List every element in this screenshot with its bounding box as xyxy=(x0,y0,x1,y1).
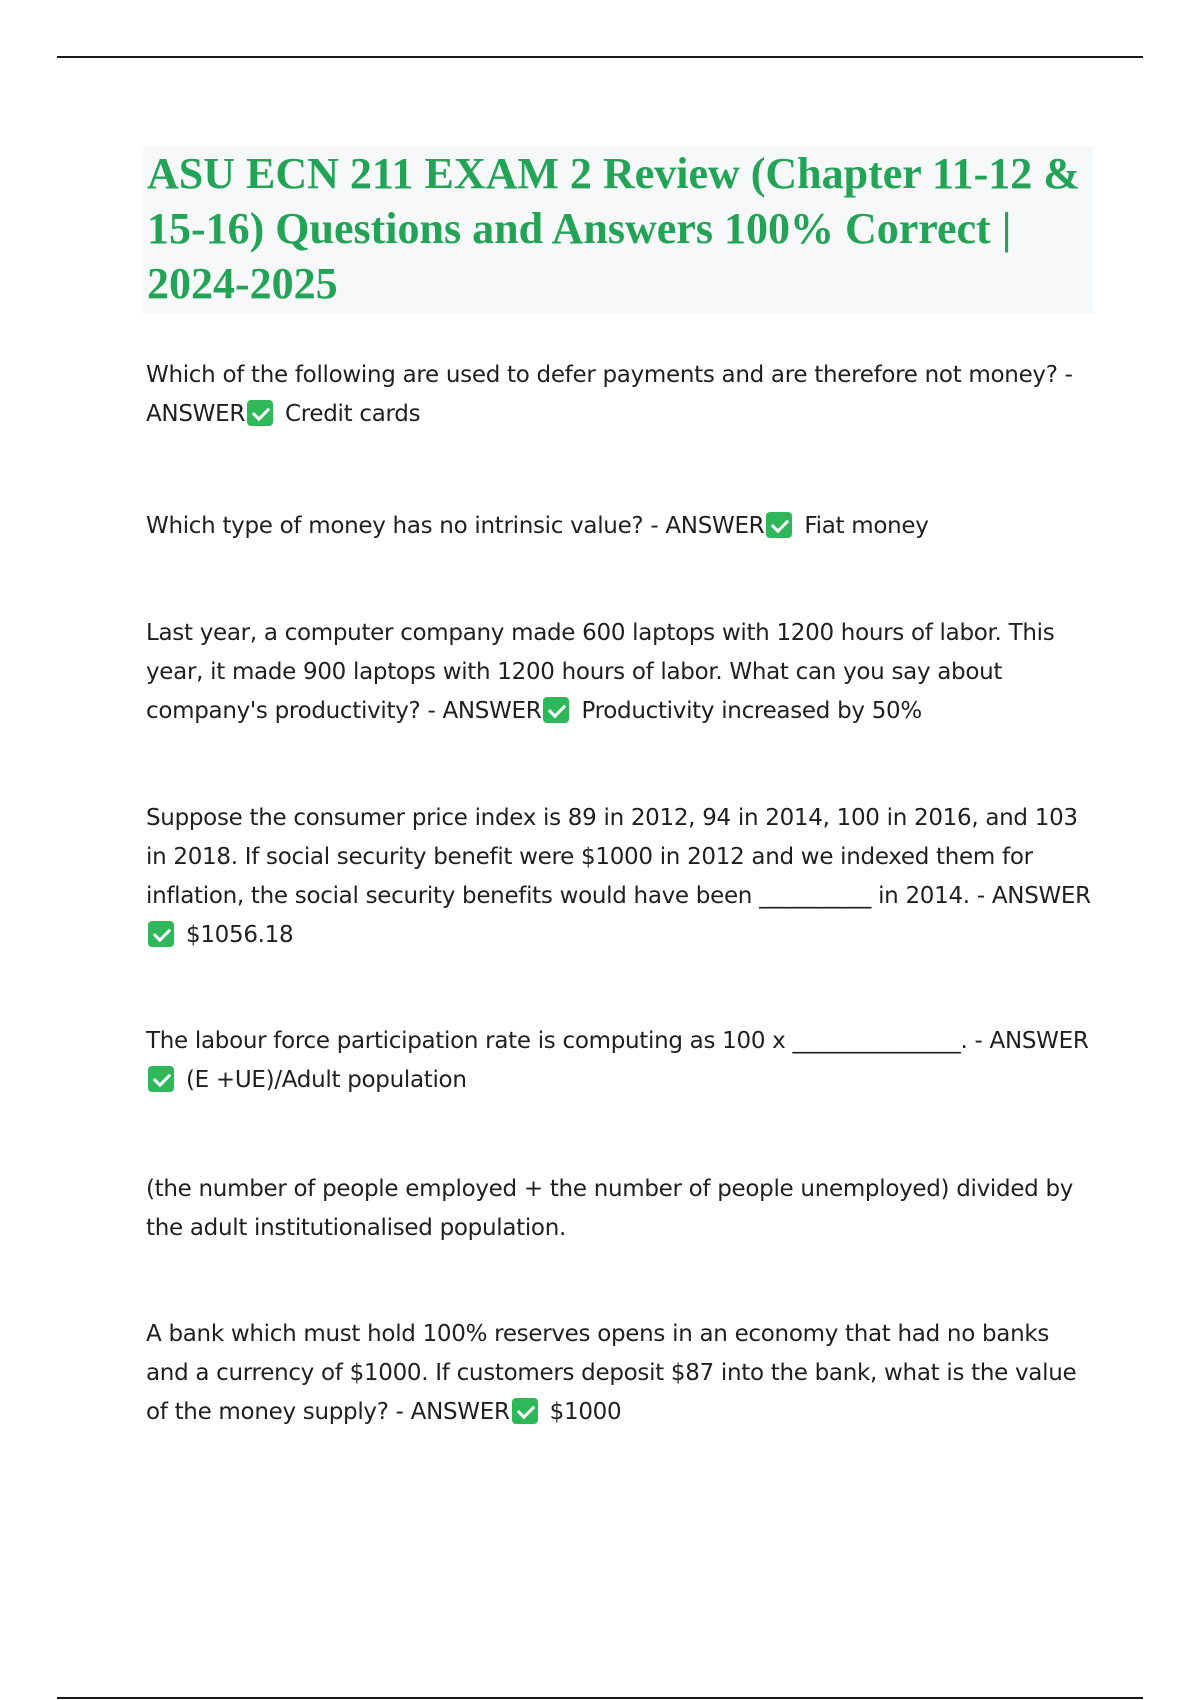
question-text: The labour force participation rate is computing as 100 x _______________. xyxy=(146,1028,968,1054)
qa-item-5 xyxy=(146,1022,1096,1100)
bottom-divider xyxy=(57,1697,1143,1699)
document-title: ASU ECN 211 EXAM 2 Review (Chapter 11-12 & 15-16) Questions and Answers 100% Correct | 2024-2025 xyxy=(147,149,1080,308)
answer-text: Productivity increased by 50% xyxy=(581,698,922,724)
qa-item-4 xyxy=(146,799,1096,955)
note-text: (the number of people employed + the number of people unemployed) divided by the adult institutionalised population. xyxy=(146,1176,1074,1241)
top-divider xyxy=(57,56,1143,58)
question-text: Suppose the consumer price index is 89 in 2012, 94 in 2014, 100 in 2016, and 103 in 2018. If social security benefit were $1000 in 2012 and we indexed them for inflation, the social security benefits would have been __________ in 2014. xyxy=(146,805,1078,909)
check-mark-icon xyxy=(512,1398,538,1424)
qa-item-6 xyxy=(146,1315,1096,1432)
answer-text: Credit cards xyxy=(285,401,421,427)
question-text: A bank which must hold 100% reserves opens in an economy that had no banks and a currency of $1000. If customers deposit $87 into the bank, what is the value of the money supply? xyxy=(146,1321,1077,1425)
check-mark-icon xyxy=(247,400,273,426)
answer-label: - ANSWER xyxy=(974,1028,1089,1054)
answer-label: - ANSWER xyxy=(146,362,1073,427)
check-mark-icon xyxy=(766,512,792,538)
check-mark-icon xyxy=(148,921,174,947)
answer-label: - ANSWER xyxy=(395,1399,510,1425)
answer-text: $1056.18 xyxy=(186,922,294,948)
qa-item-2 xyxy=(146,507,1096,546)
question-text: Which type of money has no intrinsic value? xyxy=(146,513,644,539)
qa-item-3 xyxy=(146,614,1096,731)
answer-label: - ANSWER xyxy=(427,698,542,724)
qa-item-1 xyxy=(146,356,1096,434)
question-text: Last year, a computer company made 600 laptops with 1200 hours of labor. This year, it made 900 laptops with 1200 hours of labor. What can you say about company's productivity? xyxy=(146,620,1055,724)
answer-label: - ANSWER xyxy=(976,883,1091,909)
answer-text: Fiat money xyxy=(804,513,929,539)
answer-text: (E +UE)/Adult population xyxy=(186,1067,467,1093)
check-mark-icon xyxy=(148,1066,174,1092)
answer-text: $1000 xyxy=(549,1399,622,1425)
explanation-note xyxy=(146,1170,1096,1248)
check-mark-icon xyxy=(543,697,569,723)
answer-label: - ANSWER xyxy=(650,513,765,539)
question-text: Which of the following are used to defer payments and are therefore not money? xyxy=(146,362,1058,388)
